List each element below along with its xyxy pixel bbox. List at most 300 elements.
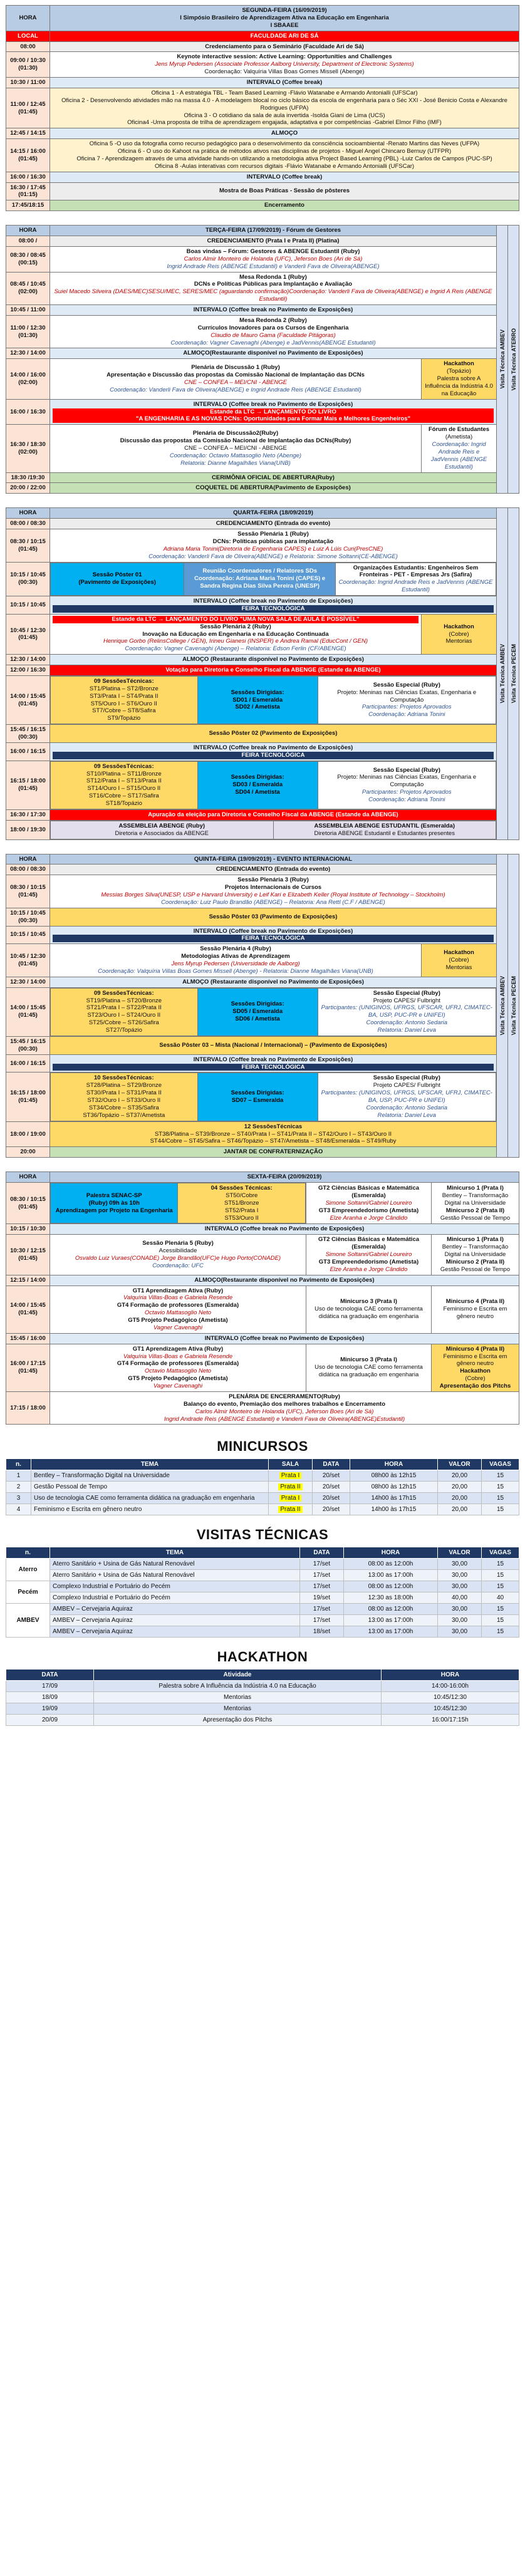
table-cell: Gestão Pessoal de Tempo: [31, 1482, 269, 1493]
gt-people: Valquíria Villas-Boas e Gabriela Resende: [123, 1353, 233, 1360]
table-cell: 3: [6, 1493, 31, 1504]
time-cell: 08:30 / 10:15 (01:45): [6, 529, 50, 563]
coordination: Coordenação: Luiz Paulo Brandão (ABENGE) – Relatoria: Ana Rettl (C.F / ABENGE): [161, 898, 385, 906]
coordination: Coordenação: Vagner Cavenaghi (Abenge) – Relatoria: Edson Ferlin (CF/ABENGE): [125, 645, 346, 653]
day-title: SEXTA-FEIRA (20/09/2019): [50, 1172, 519, 1183]
gt-people: Octavio Mattasoglio Neto: [144, 1368, 212, 1375]
time-cell: 09:00 / 10:30 (01:30): [6, 52, 50, 78]
gt-people: Simone Soltanri/Gabriel Loureiro: [325, 1199, 412, 1207]
table-cell: 17/set: [300, 1559, 344, 1570]
minicourse-title: Minicurso 4 (Prata II): [445, 1345, 505, 1353]
gt-title: GT2 Ciências Básicas e Matemática (Esmeralda): [318, 1185, 420, 1199]
minicourse-title: Minicurso 3 (Prata I): [340, 1298, 397, 1306]
event-name: I Simpósio Brasileiro de Aprendizagem Ativa na Educação em Engenharia: [180, 14, 389, 21]
gt-title: GT4 Formação de professores (Esmeralda): [117, 1302, 239, 1309]
room-tag: Prata II: [278, 1506, 302, 1513]
content-cell: [50, 519, 497, 529]
table-cell: 17/set: [300, 1604, 344, 1615]
time-cell: 14:15 / 16:00 (01:45): [6, 139, 50, 172]
table-cell: 13:00 as 17:00h: [344, 1615, 438, 1626]
st-cell: [51, 1073, 198, 1121]
gt-title: GT5 Projeto Pedagógico (Ametista): [128, 1317, 228, 1324]
speaker: Carlos Almir Monteiro de Holanda (UFC), Jeferson Boes (Ari de Sá): [195, 1408, 374, 1415]
content-cell: [50, 41, 519, 52]
content-cell: [50, 483, 497, 494]
session-title: Boas vindas – Fórum: Gestores & ABENGE Estudantil (Ruby): [186, 247, 360, 255]
workshop-item: Oficina 2 - Desenvolvendo atividades mão na massa 4.0 - A modelagem blocal no ciclo básico da escola de engenharia para o Séc XXI - José Benicio Costa e Alexandre Rodrigues (UFPA): [61, 96, 507, 112]
table-cell: Apresentação dos Pitchs: [94, 1715, 382, 1726]
technical-session: ST53/Ouro II: [224, 1214, 259, 1222]
content-cell: [50, 88, 519, 128]
column-header: HORA: [350, 1459, 438, 1470]
column-header: Atividade: [94, 1670, 382, 1681]
table-cell: 18/set: [300, 1626, 344, 1638]
visitas-heading: VISITAS TÉCNICAS: [196, 1527, 329, 1543]
column-header: n.: [6, 1459, 31, 1470]
hackathon-title: Hackathon: [444, 360, 474, 368]
speaker: CNE – CONFEA – MEI/CNI - ABENGE: [184, 444, 287, 452]
visit-column-2: [508, 226, 519, 494]
hackathon-cell: [422, 359, 497, 399]
schedule-row: [6, 139, 519, 172]
table-cell: 20,00: [438, 1470, 482, 1482]
content-cell: [50, 1121, 497, 1147]
gt-people: Valquíria Villas-Boas e Gabriela Resende: [123, 1294, 233, 1302]
technical-session: ST3/Prata I – ST4/Prata II: [90, 692, 159, 700]
technical-session: ST19/Platina – ST20/Bronze: [86, 997, 162, 1004]
session-title: PLENÁRIA DE ENCERRAMENTO(Ruby): [229, 1393, 340, 1400]
technical-session: ST36/Topázio – ST37/Ametista: [83, 1111, 165, 1119]
content-cell: [50, 809, 497, 820]
speaker: CNE – CONFEA – MEI/CNI - ABENGE: [184, 378, 287, 386]
assembly-student-cell: [273, 821, 496, 839]
schedule-row: [6, 809, 519, 820]
table-row: [6, 1715, 519, 1726]
column-header: HORA: [382, 1670, 519, 1681]
table-cell: 14h00 às 17h15: [350, 1504, 438, 1515]
table-cell: 18/09: [6, 1692, 94, 1703]
gt-title: GT4 Formação de professores (Esmeralda): [117, 1360, 239, 1368]
table-row: [6, 1703, 519, 1715]
special-text: Projeto CAPES/ Fulbright: [373, 997, 440, 1004]
content-cell: [50, 926, 497, 944]
org-text: Coordenação: Ingrid Andrade Reis e JadVennis (ABENGE Estudantil): [338, 579, 493, 594]
directed-session: SD07 – Esmeralda: [231, 1097, 284, 1104]
content-cell: [50, 182, 519, 200]
content-cell: [50, 1235, 306, 1275]
book-launch: [53, 408, 494, 423]
gt-people: Octavio Mattasoglio Neto: [144, 1309, 212, 1317]
row-text: INTERVALO (Coffee break no Pavimento de Exposições): [193, 598, 353, 605]
technical-session: ST32/Ouro I – ST33/Ouro II: [87, 1097, 161, 1104]
schedule-row: [6, 52, 519, 78]
coordination: Coordenação: Vagner Cavenaghi (Abenge) e JadVennis(ABENGE Estudantil): [170, 339, 376, 346]
schedule-row: [6, 128, 519, 139]
table-cell: Complexo Industrial e Portuário do Pecém: [50, 1581, 300, 1592]
schedule-row: [6, 944, 519, 977]
time-cell: 08:00 / 08:30: [6, 519, 50, 529]
coordination: Coordenação: UFC: [152, 1262, 204, 1269]
minicourse-title: Minicurso 1 (Prata I): [447, 1185, 504, 1192]
table-cell: 20,00: [438, 1482, 482, 1493]
table-cell: Aterro Sanitário + Usina de Gás Natural Renovável: [50, 1570, 300, 1581]
table-row: [6, 1615, 519, 1626]
speaker: Jens Myrup Pedersen (Associate Professor Aalborg University, Department of Electronic Systems): [155, 61, 414, 68]
content-cell: [50, 1224, 519, 1235]
schedule-row: [6, 272, 519, 305]
time-cell: 14:00 / 15:45 (01:45): [6, 1285, 50, 1333]
technical-session: ST30/Prata I – ST31/Prata II: [86, 1089, 162, 1097]
schedule-row: [6, 614, 519, 654]
session-subtitle: Inovação na Educação em Engenharia e na Educação Continuada: [142, 630, 329, 638]
visit-label: Visita Técnica AMBEV: [499, 330, 506, 389]
schedule-row: [6, 359, 519, 399]
hackathon-cell: [421, 614, 496, 654]
technical-session: ST28/Platina – ST29/Bronze: [86, 1082, 162, 1089]
content-cell: [50, 305, 497, 316]
row-text: Sessão Pôster 02 (Pavimento de Exposições): [209, 730, 338, 737]
time-cell: 16:30 / 17:30: [6, 809, 50, 820]
technical-session: ST14/Ouro I – ST15/Ouro II: [87, 785, 161, 792]
technical-session: ST1/Platina – ST2/Bronze: [89, 685, 159, 692]
speaker: Claudio de Mauro Gama (Faculdade Pitágoras): [211, 331, 336, 339]
content-cell: [50, 1183, 306, 1224]
content-cell: [50, 315, 497, 348]
workshop-item: Oficina 6 - O uso do Kahoot na prática de métodos ativos nas disciplinas de projetos - Miguel Angel Chincaro Bernuy (UTFPR): [117, 148, 452, 155]
schedule-row: [6, 1333, 519, 1344]
poster-location: (Pavimento de Exposições): [78, 579, 156, 586]
time-cell: 08:30 / 10:15 (01:45): [6, 1183, 50, 1224]
hackathon-cell: [421, 944, 496, 977]
special-coordination: Coordenação: Adriana Tonini: [368, 711, 445, 719]
technical-session: ST50/Cobre: [226, 1192, 258, 1199]
table-cell: 08h00 às 12h15: [350, 1482, 438, 1493]
sd-title: Sessões Dirigidas:: [231, 688, 284, 696]
schedule-row: [6, 1224, 519, 1235]
session-title: Sessão Plenária 1 (Ruby): [237, 531, 309, 538]
schedule-row: [6, 655, 519, 665]
content-cell: [50, 78, 519, 88]
table-cell: [269, 1493, 313, 1504]
table-row: [6, 1681, 519, 1692]
hora-header: HORA: [6, 226, 50, 236]
table-cell: Uso de tecnologia CAE como ferramenta didática na graduação em engenharia: [31, 1493, 269, 1504]
content-cell: [50, 246, 497, 272]
table-cell: 40,00: [438, 1592, 482, 1604]
time-cell: 18:00 / 19:00: [6, 1121, 50, 1147]
session-subtitle: DCNs e Políticas Públicas para Implantação e Avaliação: [194, 281, 353, 288]
content-cell: [50, 875, 497, 908]
minicourse-topic: Gestão Pessoal de Tempo: [440, 1265, 511, 1273]
gt-title: GT2 Ciências Básicas e Matemática (Esmeralda): [318, 1236, 420, 1251]
schedule-row: [6, 1072, 519, 1121]
technical-session: ST7/Cobre – ST8/Safira: [92, 707, 156, 715]
schedule-tuesday: [6, 225, 519, 494]
hackathon-room: (Cobre): [449, 630, 469, 638]
day-title-text: SEGUNDA-FEIRA (16/09/2019): [242, 7, 327, 14]
schedule-row: [6, 1391, 519, 1425]
gt-people: Vagner Cavenaghi: [153, 1383, 203, 1389]
special-participants: Participantes: Projetos Aprovados: [361, 704, 452, 711]
time-cell: 20:00 / 22:00: [6, 483, 50, 494]
tech-fair: FEIRA TECNOLÓGICA: [53, 605, 494, 613]
time-cell: 10:30 / 11:00: [6, 78, 50, 88]
schedule-row: [6, 246, 519, 272]
schedule-row: [6, 820, 519, 839]
row-text: INTERVALO (Coffee break no Pavimento de Exposições): [204, 1225, 365, 1233]
assembly-text: Diretoria e Associados da ABENGE: [115, 829, 209, 837]
special-text: Projeto: Meninas nas Ciências Exatas, Engenharia e Computação: [337, 774, 477, 789]
special-cell: [318, 761, 496, 809]
column-header: DATA: [313, 1459, 350, 1470]
content-cell: [50, 425, 422, 472]
forum-text: Coordenação: Ingrid Andrade Reis e JadVennis (ABENGE Estudantil): [430, 441, 487, 470]
table-cell: 4: [6, 1504, 31, 1515]
sd-title: Sessões Dirigidas:: [231, 774, 284, 781]
special-coordination: Coordenação: Antonio Sedaria: [366, 1104, 448, 1111]
row-text: ALMOÇO: [271, 130, 298, 137]
time-cell: 18:30 /19:30: [6, 472, 50, 483]
speaker: Suiel Macedo Silveira (DAES/MEC)SESU/MEC, SERES/MEC (aguardando confirmação)Coordenação: Vanderli Fava de Oliveira(ABENGE) e Ingrid A Reis (ABENGE Estudantil): [54, 288, 492, 303]
table-cell: 17/set: [300, 1615, 344, 1626]
schedule-row: [6, 1275, 519, 1285]
time-cell: 10:15 / 10:45: [6, 926, 50, 944]
visit-label: Visita Técnica ATERRO: [511, 328, 517, 391]
table-cell: 08:00 as 12:00h: [344, 1559, 438, 1570]
table-cell: Complexo Industrial e Portuário do Pecém: [50, 1592, 300, 1604]
content-cell: [50, 1036, 497, 1054]
gt-cell: [306, 1235, 431, 1275]
table-cell: 20/09: [6, 1715, 94, 1726]
column-header: VALOR: [438, 1459, 482, 1470]
event-short: I SBAAEE: [270, 21, 299, 29]
session-title: Sessão Plenária 4 (Ruby): [200, 945, 271, 953]
forum-room: (Ametista): [445, 434, 473, 441]
minicourse-cell: [431, 1235, 519, 1275]
gt-people: Elze Aranha e Jorge Cândido: [330, 1265, 408, 1273]
table-cell: 19/set: [300, 1592, 344, 1604]
st-title: 12 SessõesTécnicas: [244, 1123, 303, 1130]
hackathon-room: (Cobre): [449, 957, 469, 964]
schedule-wednesday: [6, 507, 519, 839]
coordination: Ingrid Andrade Reis (ABENGE Estudantil) e Vanderli Fava de Oliveira(ABENGE): [167, 262, 380, 270]
tech-fair: FEIRA TECNOLÓGICA: [53, 752, 494, 759]
content-cell: [50, 272, 497, 305]
schedule-row: [6, 41, 519, 52]
hackathon-title: Hackathon: [444, 949, 474, 957]
table-cell: Palestra sobre A Influência da Indústria 4.0 na Educação: [94, 1681, 382, 1692]
minicourse-cell: [431, 1285, 519, 1333]
session-subtitle: Metodologias Ativas de Aprendizagem: [181, 953, 290, 960]
minicourse-cell: [431, 1183, 519, 1224]
time-cell: 15:45 / 16:15 (00:30): [6, 725, 50, 743]
content-cell: [50, 562, 497, 596]
table-cell: 30,00: [438, 1559, 482, 1570]
visit-group: Aterro: [6, 1559, 50, 1581]
coordination: Coordenação: Valquíria Villas Boas Gomes Missell (Abenge): [204, 68, 365, 76]
special-text: Projeto: Meninas nas Ciências Exatas, Engenharia e Computação: [337, 688, 477, 704]
session-title: Plenária de Discussão2(Ruby): [192, 430, 279, 437]
content-cell: [50, 987, 497, 1036]
content-cell: [50, 348, 497, 359]
special-coordination: Coordenação: Antonio Sedaria: [366, 1019, 448, 1027]
directed-session: SD06 / Ametista: [235, 1015, 280, 1023]
row-text: INTERVALO (Coffee break no Pavimento de Exposições): [193, 400, 353, 408]
content-cell: [50, 820, 497, 839]
content-cell: [50, 472, 497, 483]
st-line: ST38/Platina – ST39/Bronze – ST40/Prata I – ST41/Prata II – ST42/Ouro I – ST43/Ouro II: [154, 1130, 392, 1138]
table-cell: 20/set: [313, 1470, 350, 1482]
time-cell: 11:00 / 12:45 (01:45): [6, 88, 50, 128]
row-text: ALMOÇO(Restaurante disponível no Pavimento de Exposições): [194, 1276, 375, 1284]
session-title: Sessão Plenária 3 (Ruby): [237, 876, 309, 884]
row-text: Mostra de Boas Práticas - Sessão de pôsteres: [219, 187, 350, 195]
content-cell: [50, 908, 497, 926]
table-cell: 14h00 às 17h15: [350, 1493, 438, 1504]
time-cell: 12:15 / 14:00: [6, 1275, 50, 1285]
session-subtitle: Projetos Internacionais de Cursos: [224, 884, 322, 891]
table-cell: Bentley – Transformação Digital na Universidade: [31, 1470, 269, 1482]
st-cell: [178, 1183, 306, 1223]
table-cell: 15: [482, 1504, 519, 1515]
speaker: Messias Borges Silva(UNESP, USP e Harvard University) e Leif Kari e Elizabeth Keller (Royal Institute of Technology – Stockholm): [101, 891, 445, 898]
session-subtitle: Discussão das propostas da Comissão Nacional de Implantação das DCNs(Ruby): [120, 437, 351, 445]
table-cell: 08h00 às 12h15: [350, 1470, 438, 1482]
table-cell: Mentorias: [94, 1692, 382, 1703]
time-cell: 16:00 / 16:30: [6, 399, 50, 425]
row-text: ALMOÇO(Restaurante disponível no Pavimento de Exposições): [183, 350, 363, 357]
minicourse-title: Minicurso 2 (Prata II): [445, 1207, 505, 1214]
visit-label: Visita Técnica PECEM: [511, 976, 517, 1036]
table-cell: 1: [6, 1470, 31, 1482]
launch-subtitle: "A ENGENHARIA E AS NOVAS DCNs: Oportunidades para Formar Mais e Melhores Engenheiros": [136, 415, 410, 423]
special-participants: Participantes: Projetos Aprovados: [361, 789, 452, 796]
room-tag: Prata I: [279, 1472, 301, 1479]
time-cell: 08:00 /: [6, 236, 50, 247]
table-cell: 20,00: [438, 1504, 482, 1515]
row-text: Credenciamento para o Seminário (Faculdade Ari de Sá): [205, 43, 364, 50]
technical-session: ST18/Topázio: [105, 800, 142, 807]
table-row: [6, 1482, 519, 1493]
hackathon-text: Mentorias: [445, 963, 472, 971]
schedule-row: [6, 1121, 519, 1147]
visitas-table: [6, 1547, 519, 1638]
technical-session: ST34/Cobre – ST35/Safira: [88, 1104, 159, 1111]
row-text: INTERVALO (Coffee break no Pavimento de Exposições): [193, 306, 353, 313]
time-cell: 16:15 / 18:00 (01:45): [6, 761, 50, 809]
time-cell: 12:45 / 14:15: [6, 128, 50, 139]
visit-column-1: [497, 508, 508, 839]
minicourse-title: Minicurso 2 (Prata II): [445, 1258, 505, 1265]
schedule-row: [6, 78, 519, 88]
content-cell: [50, 596, 497, 615]
time-cell: 16:15 / 18:00 (01:45): [6, 1072, 50, 1121]
schedule-row: [6, 348, 519, 359]
hora-header: HORA: [6, 508, 50, 519]
schedule-row: [6, 977, 519, 987]
directed-session: SD04 / Ametista: [235, 789, 280, 796]
content-cell: [50, 1275, 519, 1285]
hackathon-cell: [431, 1344, 519, 1391]
visit-column-1: [497, 226, 508, 494]
table-cell: Feminismo e Escrita em gênero neutro: [31, 1504, 269, 1515]
time-cell: 08:00: [6, 41, 50, 52]
schedule-row: [6, 1235, 519, 1275]
schedule-row: [6, 88, 519, 128]
content-cell: [50, 172, 519, 182]
schedule-row: [6, 399, 519, 425]
speaker: Jens Myrup Pedersen (Universidade de Aalborg): [171, 960, 300, 967]
column-header: VALOR: [438, 1547, 482, 1559]
column-header: HORA: [344, 1547, 438, 1559]
row-text: ALMOÇO (Restaurante disponível no Pavimento de Exposições): [182, 978, 364, 985]
content-cell: [50, 529, 497, 563]
table-cell: 12:30 as 18:00h: [344, 1592, 438, 1604]
hackathon-text: Apresentação dos Pitchs: [439, 1383, 511, 1389]
time-cell: 11:00 / 12:30 (01:30): [6, 315, 50, 348]
content-cell: [50, 944, 422, 977]
content-cell: [50, 236, 497, 247]
st-title: 09 SessõesTécnicas:: [94, 677, 154, 685]
content-cell: [50, 675, 497, 724]
schedule-row: [6, 200, 519, 211]
time-cell: 10:45 / 11:00: [6, 305, 50, 316]
st-title: 09 SessõesTécnicas:: [94, 762, 154, 770]
senac-room: (Ruby) 09h às 10h: [88, 1199, 140, 1207]
technical-session: ST5/Ouro I – ST6/Ouro II: [90, 700, 157, 707]
hackathon-room: (Cobre): [465, 1375, 486, 1383]
senac-cell: [51, 1183, 178, 1223]
content-cell: [50, 977, 497, 987]
schedule-row: [6, 1147, 519, 1158]
gt-cell: [306, 1183, 431, 1224]
row-text: CERIMÔNIA OFICIAL DE ABERTURA(Ruby): [212, 474, 335, 481]
poster-cell: [51, 563, 184, 596]
workshop-item: Oficina 8 -Aulas interativas com recursos digitais -Flávio Watanabe e Armando Antonialli (UFSCar): [154, 162, 415, 170]
session-title: Sessão Plenária 2 (Ruby): [200, 623, 271, 630]
row-text: ALMOÇO (Restaurante disponível no Pavimento de Exposições): [182, 656, 364, 663]
visit-group: Pecém: [6, 1581, 50, 1604]
directed-session: SD02 / Ametista: [235, 704, 280, 711]
table-cell: 30,00: [438, 1604, 482, 1615]
table-cell: 15: [482, 1482, 519, 1493]
time-cell: 12:30 / 14:00: [6, 977, 50, 987]
table-cell: 15: [482, 1570, 519, 1581]
schedule-row: [6, 1285, 519, 1333]
schedule-row: [6, 1054, 519, 1072]
content-cell: [50, 1391, 519, 1425]
launch-title: Estande da LTC → LANÇAMENTO DO LIVRO: [210, 408, 336, 415]
table-cell: 17/set: [300, 1581, 344, 1592]
row-text: INTERVALO (Coffee break no Pavimento de Exposições): [204, 1334, 365, 1342]
content-cell: [50, 1054, 497, 1072]
minicourse-topic: Uso de tecnologia CAE como ferramenta didática na graduação em engenharia: [314, 1364, 423, 1379]
technical-session: ST12/Prata I – ST13/Prata II: [86, 777, 162, 785]
time-cell: 10:15 / 10:45 (00:30): [6, 908, 50, 926]
speaker: Henrique Gorbo (RelinsCollege / GEN), Irineu Gianesi (INSPER) e Andrea Ramal (EducCont / GEN): [103, 638, 368, 645]
special-cell: [318, 1073, 496, 1121]
content-cell: [50, 1072, 497, 1121]
schedule-row: [6, 172, 519, 182]
schedule-row: [6, 675, 519, 724]
time-cell: 17:45/18:15: [6, 200, 50, 211]
schedule-row: [6, 761, 519, 809]
content-cell: [50, 1344, 306, 1391]
content-cell: [50, 742, 497, 761]
gt-title: GT5 Projeto Pedagógico (Ametista): [128, 1375, 228, 1383]
minicourse-topic: Gestão Pessoal de Tempo: [440, 1214, 511, 1222]
minicourse-topic: Bentley – Transformação Digital na Universidade: [442, 1244, 509, 1258]
